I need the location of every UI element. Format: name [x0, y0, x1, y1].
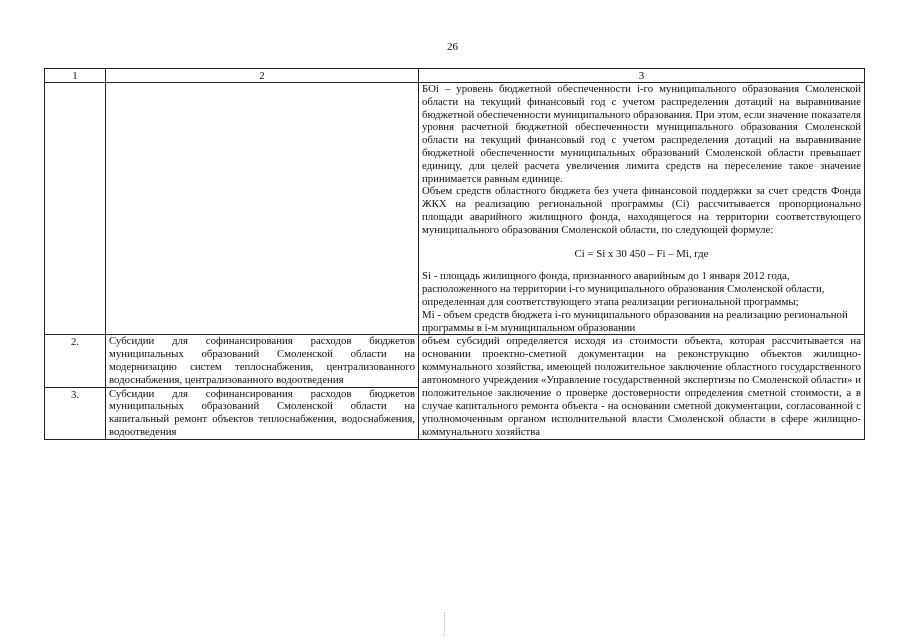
scan-artifact-line	[444, 612, 446, 636]
row-title: Субсидии для софинансирования расходов бюджетов муниципальных образований Смоленской области на капитальный ремонт объектов теплоснабжения, водоснабжения, водоотведения	[106, 387, 419, 439]
table-header-row	[45, 69, 865, 83]
regulation-table	[44, 68, 865, 440]
column-header-1: 1	[45, 69, 106, 83]
definition-mi: Mi - объем средств бюджета i-го муниципального образования на реализацию региональной программы в i-м муниципальном образовании	[422, 308, 848, 334]
column-header-2: 2	[106, 69, 419, 83]
definition-bo: БОi – уровень бюджетной обеспеченности i-го муниципального образования Смоленской области на текущий финансовый год с учетом распределения дотаций на выравнивание бюджетной обеспеченности муниципального образования. При этом, если значение показателя уровня расчетной бюджетной обеспеченности муниципального образования Смоленской области на текущий финансовый год с учетом распределения дотаций на выравнивание бюджетной обеспеченности муниципальных образований Смоленской области превышает единицу, для целей расчета увеличения лимита средств на переселение такое значение принимается равным единице.	[422, 83, 861, 185]
row-number	[45, 83, 106, 335]
page-number: 26	[447, 41, 458, 53]
row-number: 3.	[45, 387, 106, 439]
table-row	[45, 83, 865, 335]
row-title: Субсидии для софинансирования расходов бюджетов муниципальных образований Смоленской области на модернизацию систем теплоснабжения, централизованного водоснабжения, централизованного водоотведения	[106, 335, 419, 387]
row-number: 2.	[45, 335, 106, 387]
row-title	[106, 83, 419, 335]
formula: Ci = Si x 30 450 – Fi – Mi, где	[574, 247, 709, 260]
definition-si: Si - площадь жилищного фонда, признанного аварийным до 1 января 2012 года, расположенного на территории i-го муниципального образования Смоленской области, определенная для соответствующего этапа реализации региональной программы;	[422, 270, 825, 308]
table-row	[45, 335, 865, 387]
paragraph-ci-volume: Объем средств областного бюджета без учета финансовой поддержки за счет средств Фонда ЖКХ на реализацию региональной программы (Ci) рассчитывается пропорционально площади аварийного жилищного фонда, находящегося на территории соответствующего муниципального образования Смоленской области, по следующей формуле:	[422, 185, 861, 236]
method-description-cell	[419, 83, 865, 335]
column-header-3: 3	[419, 69, 865, 83]
merged-method-cell: объем субсидий определяется исходя из стоимости объекта, которая рассчитывается на основании проектно-сметной документации на реконструкцию объектов жилищно-коммунального хозяйства, имеющей положительное заключение областного государственного автономного учреждения «Управление государственной экспертизы по Смоленской области» и положительное заключение о проверке достоверности определения сметной стоимости, а в случае капитального ремонта объекта - на основании сметной документации, согласованной с уполномоченным органом исполнительной власти Смоленской области в сфере жилищно-коммунального хозяйства	[419, 335, 865, 439]
